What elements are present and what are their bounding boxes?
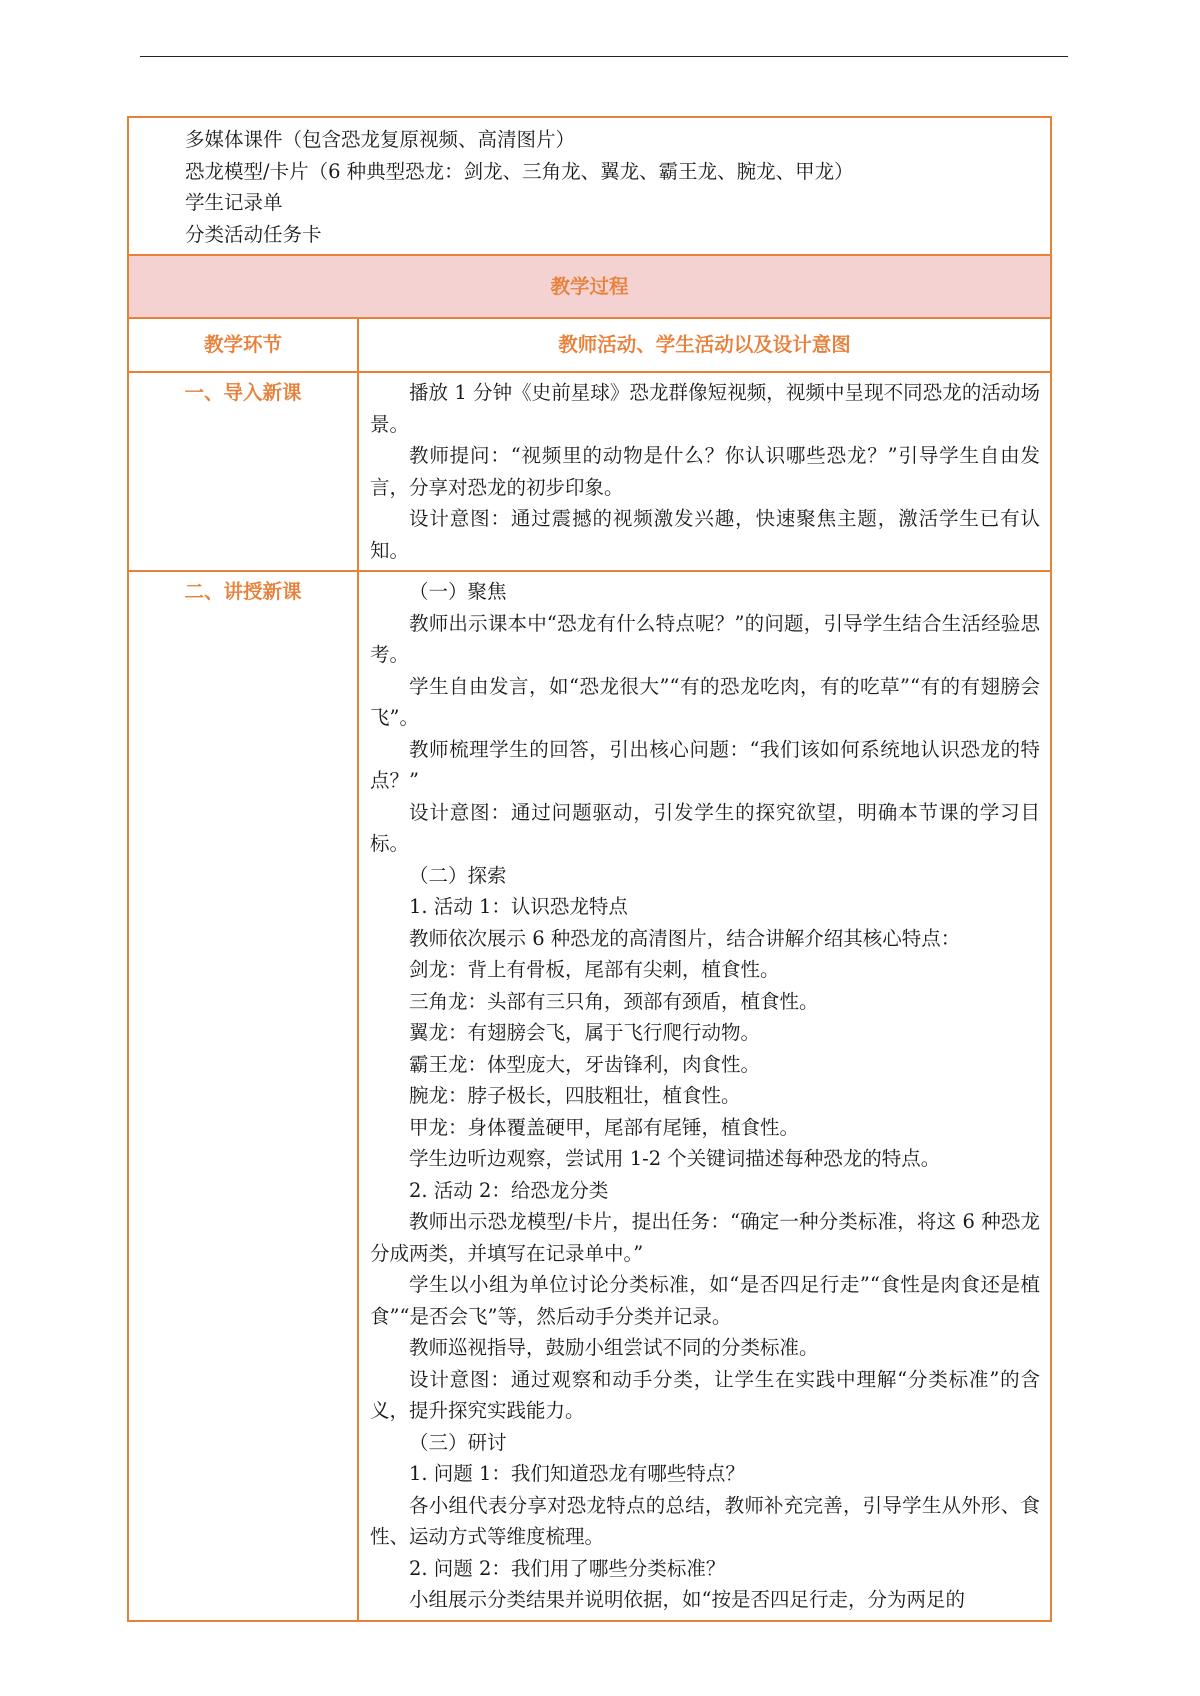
- paragraph: 教师梳理学生的回答，引出核心问题：“我们该如何系统地认识恐龙的特点？”: [370, 737, 1040, 792]
- paragraph: 教师出示课本中“恐龙有什么特点呢？”的问题，引导学生结合生活经验思考。: [370, 611, 1040, 666]
- materials-line: 多媒体课件（包含恐龙复原视频、高清图片）: [185, 128, 576, 151]
- paragraph: 2. 问题 2：我们用了哪些分类标准？: [409, 1556, 726, 1580]
- paragraph: 学生边听边观察，尝试用 1-2 个关键词描述每种恐龙的特点。: [409, 1147, 941, 1170]
- paragraph: 设计意图：通过震撼的视频激发兴趣，快速聚焦主题，激活学生已有认知。: [370, 507, 1040, 562]
- paragraph: 教师依次展示 6 种恐龙的高清图片，结合讲解介绍其核心特点：: [409, 926, 961, 950]
- paragraph: 教师出示恐龙模型/卡片，提出任务：“确定一种分类标准，将这 6 种恐龙分成两类，并填写在记录单中。”: [370, 1210, 1040, 1265]
- paragraph: 翼龙：有翅膀会飞，属于飞行爬行动物。: [409, 1021, 761, 1044]
- paragraph: 播放 1 分钟《史前星球》恐龙群像短视频，视频中呈现不同恐龙的活动场景。: [370, 381, 1040, 436]
- section-header-row: [128, 255, 1051, 318]
- paragraph: （三）研讨: [409, 1430, 507, 1454]
- paragraph: 教师提问：“视频里的动物是什么？你认识哪些恐龙？”引导学生自由发言，分享对恐龙的初步印象。: [370, 444, 1040, 499]
- column-header-row: [128, 318, 1051, 372]
- stage-content: [358, 372, 1051, 571]
- stage-label: 二、讲授新课: [128, 571, 358, 1621]
- paragraph: 腕龙：脖子极长，四肢粗壮，植食性。: [409, 1084, 741, 1107]
- lesson-plan-table: [127, 116, 1052, 1622]
- stage-row-intro: [128, 372, 1051, 571]
- paragraph: 三角龙：头部有三只角，颈部有颈盾，植食性。: [409, 989, 819, 1013]
- paragraph: 小组展示分类结果并说明依据，如“按是否四足行走，分为两足的: [409, 1588, 965, 1611]
- stage-content: [358, 571, 1051, 1621]
- paragraph: 霸王龙：体型庞大，牙齿锋利，肉食性。: [409, 1052, 761, 1076]
- column-header-activity: 教师活动、学生活动以及设计意图: [358, 318, 1051, 372]
- paragraph: （一）聚焦: [409, 580, 507, 603]
- paragraph: 学生自由发言，如“恐龙很大”“有的恐龙吃肉，有的吃草”“有的有翅膀会飞”。: [370, 674, 1040, 729]
- section-title: 教学过程: [128, 255, 1051, 318]
- paragraph: 各小组代表分享对恐龙特点的总结，教师补充完善，引导学生从外形、食性、运动方式等维度梳理。: [370, 1493, 1040, 1548]
- paragraph: 2. 活动 2：给恐龙分类: [409, 1178, 609, 1202]
- paragraph: 学生以小组为单位讨论分类标准，如“是否四足行走”“食性是肉食还是植食”“是否会飞”等，然后动手分类并记录。: [370, 1273, 1040, 1328]
- paragraph: 剑龙：背上有骨板，尾部有尖刺，植食性。: [409, 958, 780, 981]
- materials-row: [128, 117, 1051, 255]
- paragraph: 1. 活动 1：认识恐龙特点: [409, 895, 628, 918]
- paragraph: 设计意图：通过观察和动手分类，让学生在实践中理解“分类标准”的含义，提升探究实践能力。: [370, 1367, 1040, 1422]
- materials-line: 学生记录单: [185, 191, 283, 214]
- paragraph: （二）探索: [409, 863, 507, 887]
- paragraph: 教师巡视指导，鼓励小组尝试不同的分类标准。: [409, 1336, 819, 1359]
- header-rule: [140, 56, 1068, 57]
- stage-row-teaching: [128, 571, 1051, 1621]
- materials-line: 恐龙模型/卡片（6 种典型恐龙：剑龙、三角龙、翼龙、霸王龙、腕龙、甲龙）: [185, 159, 854, 183]
- stage-label: 一、导入新课: [128, 372, 358, 571]
- column-header-stage: 教学环节: [128, 318, 358, 372]
- paragraph: 甲龙：身体覆盖硬甲，尾部有尾锤，植食性。: [409, 1115, 800, 1139]
- materials-line: 分类活动任务卡: [185, 222, 322, 246]
- materials-cell: [128, 117, 1051, 255]
- paragraph: 1. 问题 1：我们知道恐龙有哪些特点？: [409, 1462, 745, 1485]
- paragraph: 设计意图：通过问题驱动，引发学生的探究欲望，明确本节课的学习目标。: [370, 800, 1040, 855]
